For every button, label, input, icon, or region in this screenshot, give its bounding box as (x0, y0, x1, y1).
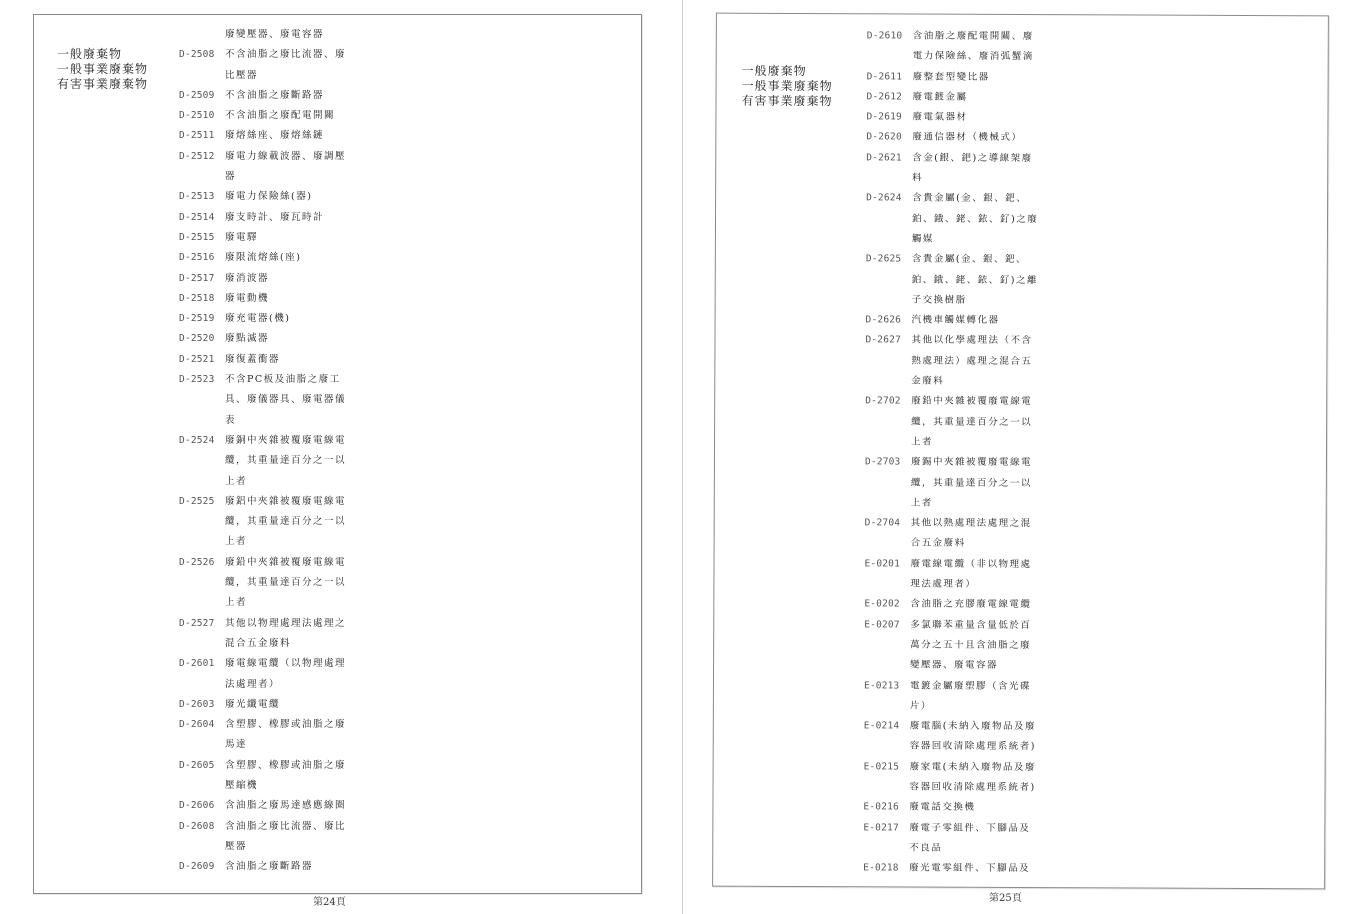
waste-code: D-2601 (179, 658, 215, 670)
waste-description: 廢電子零組件、下腳品及不良品 (909, 822, 1031, 854)
waste-description: 廢電氣器材 (912, 111, 968, 123)
waste-code: D-2625 (865, 253, 902, 265)
waste-code-entry (179, 857, 359, 877)
waste-description: 含油脂之廢斷路器 (225, 861, 314, 873)
waste-code: D-2524 (179, 434, 215, 446)
waste-description: 廢變壓器、廢電容器 (225, 29, 325, 40)
waste-code: D-2526 (179, 556, 215, 568)
waste-code: D-2702 (865, 395, 901, 407)
waste-description: 廢銅中夾雜被覆廢電線電纜，其重量達百分之一以上者 (225, 434, 347, 487)
waste-description: 廢電腦(未納入廢物品及廢容器回收清除處理系統者) (909, 720, 1037, 753)
waste-code-entry (179, 553, 359, 614)
waste-code-entry (179, 370, 359, 431)
waste-code: E-0213 (863, 679, 900, 691)
waste-code: D-2516 (179, 252, 215, 264)
waste-code-entry (866, 189, 1046, 251)
waste-code-entry (179, 817, 359, 858)
waste-code-entry (179, 492, 359, 553)
waste-code: E-0207 (864, 618, 900, 631)
waste-description: 含油脂之廢馬達感應線圈 (225, 800, 347, 812)
waste-description: 不含油脂之廢配電開關 (225, 110, 336, 122)
waste-code: D-2703 (864, 456, 901, 468)
waste-code: D-2611 (866, 70, 903, 83)
waste-code-entry (179, 208, 359, 228)
waste-category-header (57, 47, 148, 92)
waste-description: 廢家電(未納入廢物品及廢容器回收清除處理系統者) (909, 761, 1036, 794)
waste-code-entry (866, 310, 1046, 331)
waste-code-entry (866, 87, 1046, 108)
waste-description: 廢電話交換機 (909, 801, 976, 814)
waste-description: 廢電鍍金屬 (912, 91, 968, 103)
category-general-waste: 一般廢棄物 (57, 47, 123, 61)
waste-description: 廢鉛中夾雜被覆廢電線電纜，其重量達百分之一以上者 (911, 395, 1033, 448)
waste-description: 廢支時計、廢瓦時計 (225, 211, 325, 223)
waste-code-entry (179, 126, 359, 146)
waste-code-entry (179, 695, 359, 715)
waste-code-entry (179, 147, 359, 188)
waste-code-entry (179, 289, 359, 309)
category-general-waste: 一般廢棄物 (741, 63, 807, 79)
waste-description: 多氯聯苯重量含量低於百萬分之五十且含油脂之廢變壓器、廢電容器 (910, 619, 1032, 672)
waste-category-header (741, 64, 832, 109)
waste-description: 廢光電零組件、下腳品及 (909, 862, 1031, 875)
waste-description: 廢通信器材（機械式） (912, 132, 1023, 144)
waste-code: E-0217 (863, 821, 899, 834)
waste-code-entry (865, 392, 1045, 454)
waste-code: D-2627 (865, 334, 902, 346)
waste-code-entry (863, 798, 1043, 819)
waste-code: D-2518 (179, 292, 215, 304)
waste-description: 廢錫中夾雜被覆廢電線電纜，其重量達百分之一以上者 (910, 456, 1032, 509)
waste-code-entry (179, 25, 359, 45)
waste-description: 廢電力線載波器、廢調壓器 (225, 150, 347, 183)
waste-code: D-2510 (179, 110, 215, 122)
waste-code-entry (179, 269, 359, 289)
waste-code: D-2619 (866, 111, 903, 123)
waste-description: 廢光纖電纜 (225, 698, 281, 710)
waste-code: D-2621 (866, 152, 902, 164)
waste-description: 含貴金屬(金、銀、鈀、鉑、鋨、銠、銥、釕)之廢觸媒 (911, 192, 1039, 245)
waste-description: 汽機車觸媒轉化器 (911, 314, 1000, 327)
waste-description: 廢電線電纜（非以物理處理法處理者） (910, 558, 1032, 590)
waste-code: D-2609 (179, 861, 215, 873)
waste-code-entry (179, 654, 359, 695)
spread-divider (682, 0, 683, 914)
waste-code-entry (179, 350, 359, 370)
waste-description: 其他以化學處理法（不含熱處理法）處理之混合五金廢料 (911, 334, 1033, 387)
waste-code-entry (179, 106, 359, 126)
waste-description: 廢電力保險絲(器) (225, 191, 313, 203)
waste-description: 電鍍金屬廢塑膠（含光碟片） (909, 680, 1032, 712)
waste-code: E-0216 (863, 801, 899, 813)
waste-code: D-2624 (866, 192, 902, 204)
waste-code: D-2523 (179, 374, 215, 386)
waste-code: D-2521 (179, 353, 215, 365)
waste-description: 其他以物理處理法處理之混合五金廢料 (225, 617, 347, 649)
waste-code-entry (864, 615, 1044, 677)
waste-code: E-0215 (863, 761, 900, 773)
waste-code-entry (179, 248, 359, 268)
waste-description: 廢電驛 (225, 231, 259, 243)
waste-code-entry (866, 250, 1046, 312)
waste-code-entry (179, 86, 359, 106)
waste-description: 其他以熱處理法處理之混合五金廢料 (910, 517, 1032, 550)
category-general-industrial-waste: 一般事業廢棄物 (57, 62, 149, 76)
waste-description: 廢充電器(機) (225, 313, 291, 325)
waste-code: D-2612 (866, 91, 903, 103)
waste-code-entry (179, 614, 359, 655)
waste-description: 廢整套型變比器 (912, 71, 990, 83)
waste-code: D-2606 (179, 800, 215, 812)
waste-code: E-0218 (863, 862, 899, 874)
waste-code-entry (864, 554, 1044, 595)
waste-code-entry (863, 818, 1043, 859)
waste-code: D-2610 (866, 30, 903, 42)
waste-description: 廢鉛中夾雜被覆廢電線電纜，其重量達百分之一以上者 (225, 556, 347, 609)
waste-code-list (179, 25, 359, 877)
waste-description: 含塑膠、橡膠或油脂之廢馬達 (225, 719, 347, 751)
waste-code-entry (864, 595, 1044, 616)
waste-code: D-2508 (179, 49, 215, 61)
waste-code: D-2511 (179, 130, 215, 142)
waste-description: 廢消波器 (225, 272, 270, 284)
page-24 (33, 14, 642, 894)
waste-code: D-2515 (179, 231, 215, 243)
waste-code-entry (866, 148, 1046, 189)
waste-code-entry (865, 453, 1045, 515)
waste-code: D-2704 (864, 517, 901, 529)
waste-code: D-2527 (179, 617, 215, 629)
waste-code: D-2525 (179, 495, 215, 507)
waste-code-entry (863, 858, 1043, 879)
waste-description: 含油脂之廢比流器、廢比壓器 (225, 820, 347, 852)
waste-description: 含油脂之充膠廢電線電纜 (910, 598, 1032, 611)
waste-code-list (863, 26, 1047, 879)
waste-code: D-2604 (179, 719, 215, 731)
waste-description: 含塑膠、橡膠或油脂之廢壓縮機 (225, 759, 347, 791)
waste-code-entry (179, 715, 359, 756)
waste-code: D-2513 (179, 191, 215, 203)
waste-description: 含金(銀、鈀)之導線架廢料 (912, 152, 1033, 184)
waste-code: D-2512 (179, 150, 215, 162)
page-25 (712, 13, 1329, 890)
waste-code: D-2519 (179, 313, 215, 325)
waste-code (179, 25, 225, 45)
waste-code: D-2509 (179, 89, 215, 101)
waste-description: 廢電線電纜（以物理處理法處理者） (225, 658, 347, 690)
waste-description: 不含PC板及油脂之廢工具、廢儀器具、廢電器儀表 (225, 374, 347, 426)
waste-description: 不含油脂之廢比流器、廢比壓器 (225, 49, 347, 81)
category-hazardous-industrial-waste: 有害事業廢棄物 (741, 93, 833, 109)
waste-code: D-2620 (866, 131, 902, 143)
waste-code-entry (863, 757, 1043, 798)
waste-code: D-2517 (179, 272, 215, 284)
waste-code-entry (179, 187, 359, 207)
category-hazardous-industrial-waste: 有害事業廢棄物 (57, 77, 149, 91)
waste-code-entry (865, 513, 1045, 554)
waste-description: 廢熔絲座、廢熔絲鏈 (225, 130, 325, 142)
waste-code-entry (864, 716, 1044, 757)
waste-code: D-2514 (179, 211, 215, 223)
waste-code-entry (179, 431, 359, 492)
waste-code: E-0201 (864, 558, 901, 570)
waste-description: 含油脂之廢配電開關、廢電力保險絲、廢消弧蟹滴 (912, 30, 1034, 63)
waste-code-entry (179, 796, 359, 816)
waste-code-entry (179, 756, 359, 797)
waste-code-entry (179, 45, 359, 86)
waste-description: 廢復蓋衝器 (225, 353, 281, 365)
waste-code: D-2608 (179, 820, 215, 832)
waste-description: 廢鋁中夾雜被覆廢電線電纜，其重量達百分之一以上者 (225, 495, 347, 548)
waste-description: 廢點滅器 (225, 333, 270, 345)
waste-code-entry (865, 331, 1045, 393)
category-general-industrial-waste: 一般事業廢棄物 (741, 78, 833, 94)
waste-code: E-0214 (863, 720, 900, 732)
waste-code-entry (867, 67, 1047, 88)
waste-code-entry (866, 128, 1046, 149)
waste-code: D-2626 (865, 314, 902, 326)
waste-code: D-2520 (179, 333, 215, 345)
waste-description: 含貴金屬(金、銀、鈀、鉑、鋨、銠、銥、釕)之離子交換樹脂 (911, 253, 1038, 306)
waste-description: 廢限流熔絲(座) (225, 252, 302, 264)
waste-code: E-0202 (864, 598, 900, 610)
waste-code-entry (179, 309, 359, 329)
waste-code-entry (179, 228, 359, 248)
waste-code-entry (864, 676, 1044, 717)
waste-code-entry (179, 329, 359, 349)
waste-code-entry (867, 26, 1047, 67)
waste-code: D-2603 (179, 698, 215, 710)
waste-code: D-2605 (179, 759, 215, 771)
page-number: 第24頁 (313, 897, 346, 908)
page-number: 第25頁 (989, 893, 1022, 904)
waste-code-entry (866, 108, 1046, 129)
waste-description: 廢電動機 (225, 292, 270, 304)
waste-description: 不含油脂之廢斷路器 (225, 89, 325, 101)
